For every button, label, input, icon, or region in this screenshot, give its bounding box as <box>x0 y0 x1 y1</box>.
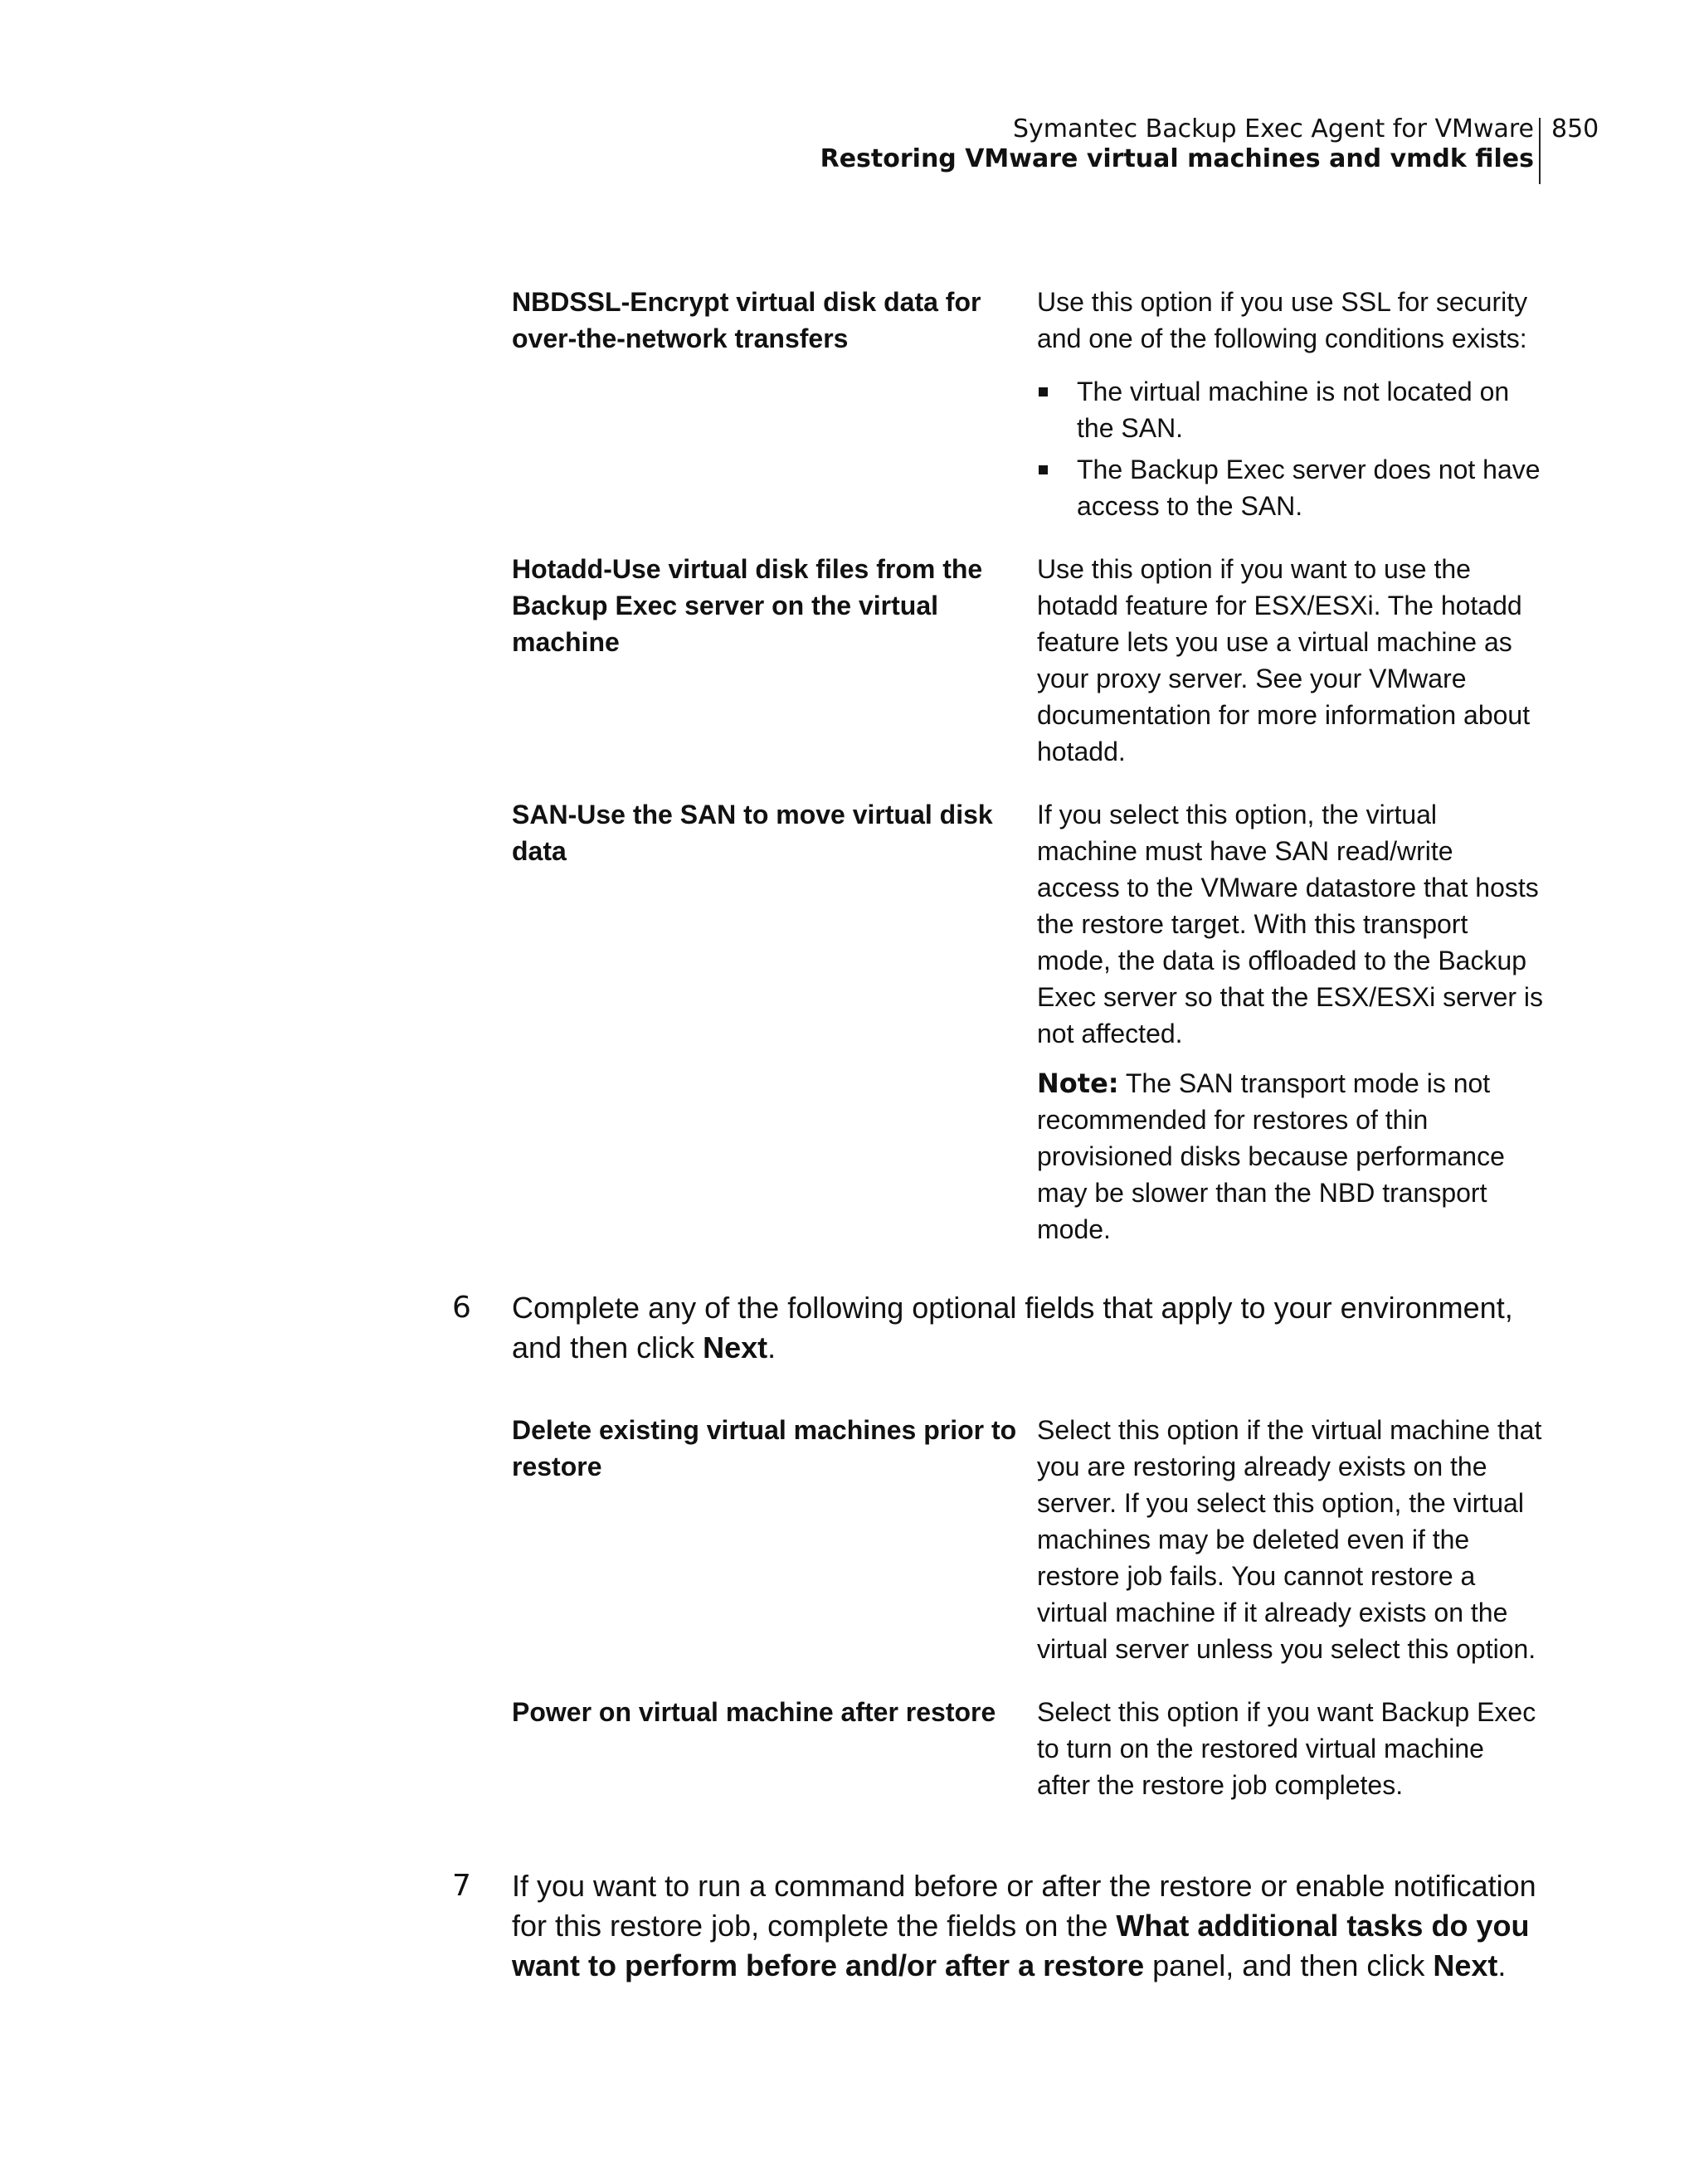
note-label: Note: <box>1037 1068 1119 1099</box>
note <box>1037 1065 1543 1248</box>
option-description-text: Use this option if you want to use the hotadd feature for ESX/ESXi. The hotadd feature lets you use a virtual machine as your proxy server. See your VMware documentation for more information about hotadd. <box>1037 554 1531 766</box>
note-text: The SAN transport mode is not recommended for restores of thin provisioned disks because performance may be slower than the NBD transport mode. <box>1037 1068 1505 1244</box>
step-text-part: . <box>767 1330 776 1364</box>
option-description-text: Select this option if the virtual machine that you are restoring already exists on the server. If you select this option, the virtual machines may be deleted even if the restore job fails. You cannot restore a virtual machine if it already exists on the virtual server unless you select this option. <box>1037 1415 1542 1664</box>
square-bullet-icon <box>1039 387 1048 396</box>
option-description <box>1037 1412 1543 1667</box>
step-text <box>512 1288 1547 1368</box>
step-text-part: If you want to run a command before or after the restore or enable notification for this restore job, complete the fields on the <box>512 1869 1536 1943</box>
header-divider <box>1539 118 1541 184</box>
option-row-hotadd <box>512 551 1541 770</box>
step-6 <box>452 1288 1547 1368</box>
page-number: 850 <box>1551 114 1599 143</box>
step-text-part: . <box>1497 1948 1507 1982</box>
option-description <box>1037 796 1543 1248</box>
next-button-reference: Next <box>1433 1948 1498 1982</box>
option-row-san <box>512 796 1544 1248</box>
running-header <box>704 114 1534 174</box>
step-text <box>512 1866 1547 1986</box>
list-item <box>1037 373 1543 446</box>
option-label: SAN-Use the SAN to move virtual disk data <box>512 800 993 866</box>
step-number: 7 <box>452 1869 471 1903</box>
option-description-text: Use this option if you use SSL for security and one of the following conditions exists: <box>1037 287 1528 353</box>
option-description <box>1037 284 1543 524</box>
step-number: 6 <box>452 1291 471 1325</box>
list-item-text: The Backup Exec server does not have access to the SAN. <box>1077 455 1541 521</box>
book-title: Symantec Backup Exec Agent for VMware <box>1012 114 1534 143</box>
chapter-title: Restoring VMware virtual machines and vmdk files <box>820 144 1534 173</box>
option-row-delete-existing <box>512 1412 1541 1667</box>
option-description <box>1037 1694 1543 1803</box>
option-label: Delete existing virtual machines prior to restore <box>512 1415 1017 1481</box>
option-row-power-on <box>512 1694 1541 1803</box>
step-text-part: panel, and then click <box>1144 1948 1434 1982</box>
list-item <box>1037 451 1543 524</box>
optional-fields-table <box>512 1412 1541 1803</box>
list-item-text: The virtual machine is not located on the SAN. <box>1077 377 1510 443</box>
next-button-reference: Next <box>703 1330 768 1364</box>
condition-list <box>1037 373 1543 524</box>
option-description <box>1037 551 1543 770</box>
panel-name-reference: What additional tasks do you want to perform before and/or after a restore <box>512 1909 1530 1982</box>
option-label: Hotadd-Use virtual disk files from the Backup Exec server on the virtual machine <box>512 554 983 657</box>
square-bullet-icon <box>1039 465 1048 474</box>
option-description-text: If you select this option, the virtual machine must have SAN read/write access to the VMware datastore that hosts the restore target. With this transport mode, the data is offloaded to the Backup Exec server so that the ESX/ESXi server is not affected. <box>1037 800 1544 1048</box>
option-label: Power on virtual machine after restore <box>512 1697 996 1727</box>
option-label: NBDSSL-Encrypt virtual disk data for over-the-network transfers <box>512 287 981 353</box>
option-row-nbdssl <box>512 284 1541 524</box>
option-description-text: Select this option if you want Backup Exec to turn on the restored virtual machine after the restore job completes. <box>1037 1697 1536 1800</box>
step-text-part: Complete any of the following optional fields that apply to your environment, and then click <box>512 1291 1513 1364</box>
transport-options-table <box>512 284 1544 1248</box>
step-7 <box>452 1866 1547 1986</box>
